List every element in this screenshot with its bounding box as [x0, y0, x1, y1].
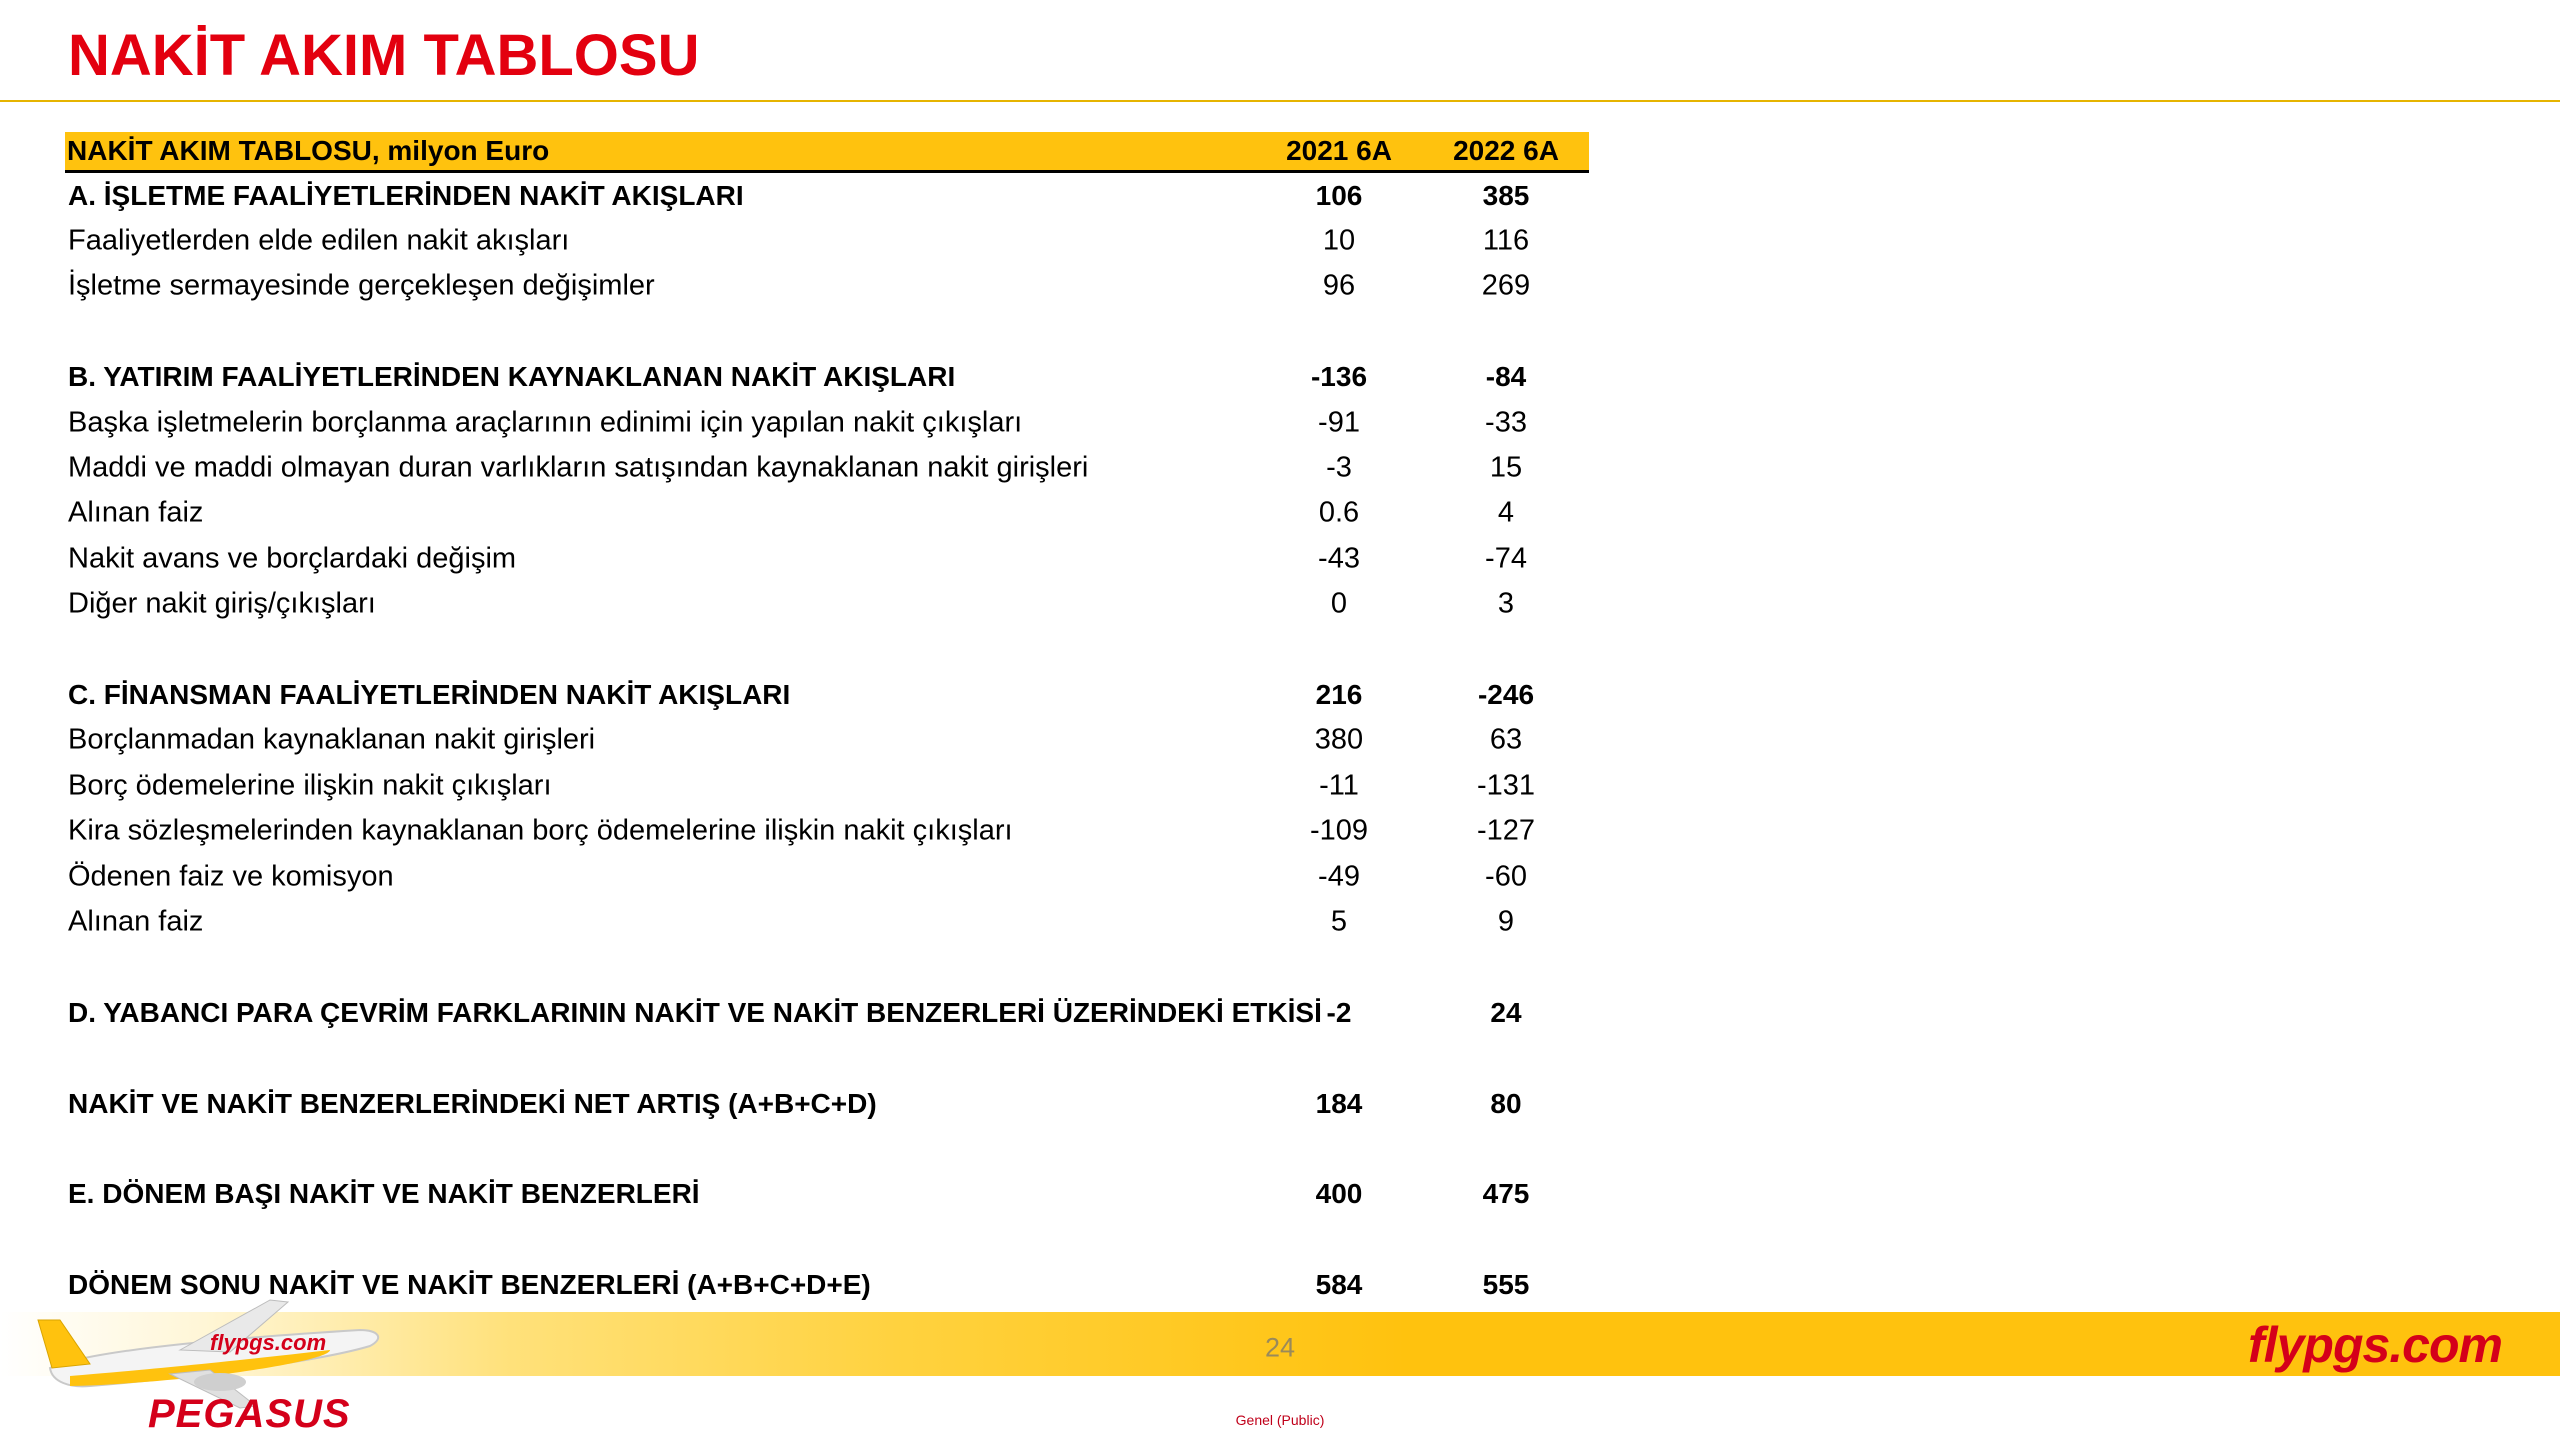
table-row [65, 718, 1589, 763]
classification-label: Genel (Public) [1235, 1412, 1325, 1428]
spacer-row [65, 627, 1589, 672]
value-2022: -131 [1476, 769, 1536, 802]
value-2021: -136 [1310, 361, 1368, 393]
value-2022: -246 [1477, 678, 1535, 710]
table-row [65, 582, 1589, 627]
value-2022: 24 [1490, 996, 1522, 1028]
value-2021: 10 [1322, 224, 1356, 257]
value-2021: 584 [1315, 1269, 1363, 1301]
value-2021: -49 [1318, 860, 1360, 893]
page-title: NAKİT AKIM TABLOSU [68, 23, 700, 88]
table-row [65, 854, 1589, 899]
value-2021: 106 [1315, 179, 1363, 211]
section-total-row [65, 173, 1589, 218]
row-label: Alınan faiz [68, 496, 204, 529]
value-2021: 380 [1314, 723, 1364, 756]
value-2021: -11 [1319, 769, 1359, 802]
value-2021: 0.6 [1318, 496, 1360, 529]
value-2022: 116 [1482, 224, 1530, 257]
value-2022: 385 [1482, 179, 1530, 211]
table-header-label: NAKİT AKIM TABLOSU, milyon Euro [67, 135, 550, 166]
value-2021: 400 [1315, 1178, 1363, 1210]
row-label: Borçlanmadan kaynaklanan nakit girişleri [68, 723, 596, 756]
title-divider [0, 100, 2560, 102]
value-2021: 184 [1315, 1087, 1363, 1119]
spacer-row [65, 1217, 1589, 1262]
table-row [65, 264, 1589, 309]
value-2021: 0 [1330, 587, 1348, 620]
row-label: Nakit avans ve borçlardaki değişim [68, 542, 517, 575]
row-label: Borç ödemelerine ilişkin nakit çıkışları [68, 769, 552, 802]
spacer-row [65, 1035, 1589, 1080]
row-label: Faaliyetlerden elde edilen nakit akışları [68, 224, 570, 257]
value-2022: -127 [1476, 814, 1536, 847]
table-row [65, 218, 1589, 263]
value-2022: 15 [1489, 451, 1523, 484]
value-2021: -2 [1326, 996, 1352, 1028]
value-2022: 9 [1497, 905, 1515, 938]
row-label: Maddi ve maddi olmayan duran varlıkların satışından kaynaklanan nakit girişleri [68, 451, 1089, 484]
value-2022: -74 [1485, 542, 1527, 575]
table-row [65, 899, 1589, 944]
row-label: A. İŞLETME FAALİYETLERİNDEN NAKİT AKIŞLARI [68, 179, 744, 211]
spacer-row [65, 1126, 1589, 1171]
pegasus-logo: PEGASUS [148, 1392, 351, 1436]
value-2021: -109 [1309, 814, 1369, 847]
value-2022: 555 [1482, 1269, 1530, 1301]
column-header-2021: 2021 6A [1286, 135, 1392, 166]
spacer-row [65, 945, 1589, 990]
page-number: 24 [1264, 1332, 1296, 1363]
row-label: Kira sözleşmelerinden kaynaklanan borç ödemelerine ilişkin nakit çıkışları [68, 814, 1013, 847]
row-label: E. DÖNEM BAŞI NAKİT VE NAKİT BENZERLERİ [68, 1178, 700, 1210]
value-2022: 4 [1497, 496, 1515, 529]
table-header [65, 132, 1589, 173]
row-label: B. YATIRIM FAALİYETLERİNDEN KAYNAKLANAN NAKİT AKIŞLARI [68, 361, 956, 393]
table-row [65, 536, 1589, 581]
section-total-row [65, 672, 1589, 717]
value-2022: 63 [1489, 723, 1523, 756]
row-label: Ödenen faiz ve komisyon [68, 860, 394, 893]
section-total-row [65, 1172, 1589, 1217]
cash-flow-table [65, 132, 1589, 1308]
value-2021: 5 [1330, 905, 1348, 938]
value-2022: 475 [1482, 1178, 1530, 1210]
value-2022: -84 [1485, 361, 1527, 393]
brand-url: flypgs.com [2248, 1317, 2502, 1373]
value-2021: -43 [1318, 542, 1360, 575]
table-row [65, 445, 1589, 490]
value-2022: -33 [1485, 406, 1527, 439]
value-2021: 216 [1315, 678, 1363, 710]
row-label: D. YABANCI PARA ÇEVRİM FARKLARININ NAKİT VE NAKİT BENZERLERİ ÜZERİNDEKİ ETKİSİ [68, 996, 1322, 1028]
table-row [65, 400, 1589, 445]
row-label: NAKİT VE NAKİT BENZERLERİNDEKİ NET ARTIŞ (A+B+C+D) [68, 1087, 877, 1119]
value-2022: 269 [1481, 269, 1531, 302]
row-label: İşletme sermayesinde gerçekleşen değişimler [68, 269, 655, 302]
row-label: Başka işletmelerin borçlanma araçlarının edinimi için yapılan nakit çıkışları [68, 406, 1023, 439]
table-body [65, 173, 1589, 1308]
table-row [65, 763, 1589, 808]
column-header-2022: 2022 6A [1453, 135, 1559, 166]
spacer-row [65, 309, 1589, 354]
row-label: Alınan faiz [68, 905, 204, 938]
value-2021: 96 [1322, 269, 1356, 302]
section-total-row [65, 990, 1589, 1035]
plane-livery-text: flypgs.com [210, 1330, 327, 1355]
row-label: DÖNEM SONU NAKİT VE NAKİT BENZERLERİ (A+B+C+D+E) [68, 1269, 871, 1301]
section-total-row [65, 1081, 1589, 1126]
value-2022: 3 [1497, 587, 1515, 620]
table-row [65, 808, 1589, 853]
row-label: Diğer nakit giriş/çıkışları [68, 587, 376, 620]
value-2022: 80 [1490, 1087, 1522, 1119]
value-2021: -91 [1318, 406, 1360, 439]
value-2021: -3 [1326, 451, 1352, 484]
section-total-row [65, 355, 1589, 400]
row-label: C. FİNANSMAN FAALİYETLERİNDEN NAKİT AKIŞLARI [68, 678, 791, 710]
value-2022: -60 [1485, 860, 1527, 893]
table-row [65, 491, 1589, 536]
